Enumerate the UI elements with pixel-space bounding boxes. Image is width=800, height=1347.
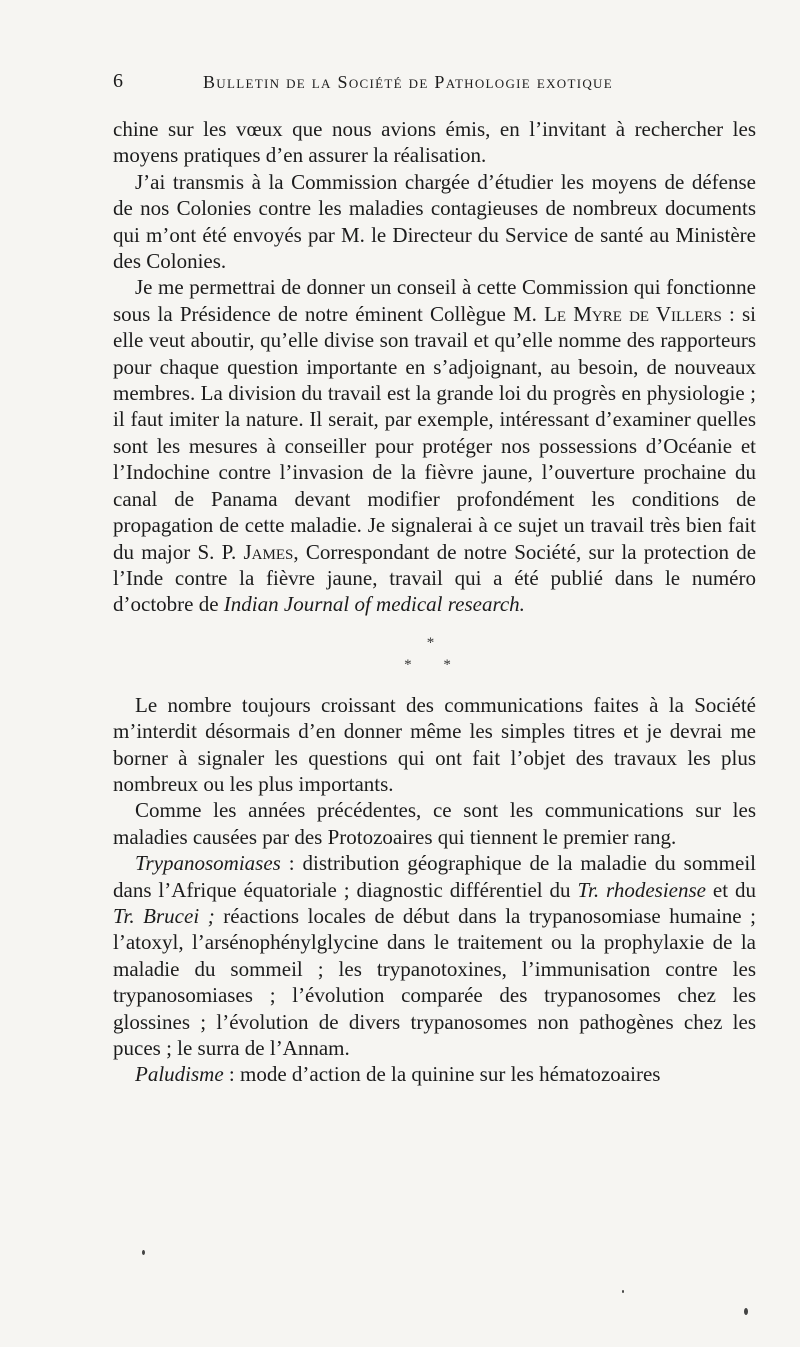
- paragraph-6-part-b: et du: [712, 877, 757, 902]
- paragraph-3: [113, 274, 756, 617]
- body-text: [113, 116, 756, 1088]
- person-name-james: James,: [243, 539, 299, 564]
- running-title: Bulletin de la Société de Pathologie exotique: [203, 72, 613, 92]
- paper-speck: [744, 1308, 748, 1315]
- heading-paludisme: Paludisme: [135, 1062, 224, 1087]
- paragraph-6-part-c: réactions locales de début dans la trypanosomiase humaine ; l’atoxyl, l’arsénophénylglycine dans le traitement ou la prophylaxie de la maladie du sommeil ; les trypanotoxines, l’immunisation contre les trypanosomiases ; l’évolution comparée des trypanosomes chez les glossines ; l’évolution de divers trypanosomes non pathogènes chez les puces ; le surra de l’Annam.: [113, 903, 756, 1060]
- paragraph-3-part-a: Je me permettrai de donner un conseil à cette Commission qui fonctionne sous la Présidence de notre éminent Collègue M.: [113, 275, 756, 326]
- paper-speck: [622, 1290, 624, 1293]
- section-asterism: [113, 632, 756, 676]
- page-header: [113, 70, 683, 100]
- asterism-bottom: * *: [404, 656, 465, 673]
- person-name-le-myre-de-villers: Le Myre de Villers: [544, 301, 722, 326]
- paragraph-1: chine sur les vœux que nous avions émis, en l’invitant à rechercher les moyens pratiques d’en assurer la réalisation.: [113, 117, 756, 168]
- paragraph-4: Le nombre toujours croissant des communications faites à la Société m’interdit désormais d’en donner même les simples titres et je devrai me borner à signaler les questions qui ont fait l’objet des travaux les plus nombreux ou les plus importants.: [113, 692, 756, 796]
- paragraph-5: Comme les années précédentes, ce sont les communications sur les maladies causées par des Protozoaires qui tiennent le premier rang.: [113, 798, 756, 849]
- page-number: 6: [113, 70, 123, 92]
- paragraph-3-part-c: Correspondant de notre Société, sur la protection de l’Inde contre la fièvre jaune, travail qui a été publié dans le numéro d’octobre de: [113, 539, 757, 617]
- paragraph-3-part-b: : si elle veut aboutir, qu’elle divise son travail et qu’elle nomme des rapporteurs pour chaque question importante en s’adjoignant, au besoin, de nouveaux membres. La division du travail est la grande loi du progrès en physiologie ; il faut imiter la nature. Il serait, par exemple, intéressant d’examiner quelles sont les mesures à conseiller pour protéger nos possessions d’Océanie et l’Indochine contre l’invasion de la fièvre jaune, l’ouverture prochaine du canal de Panama devant modifier profondément les conditions de propagation de cette maladie. Je signalerai à ce sujet un travail très bien fait du major S. P.: [113, 301, 757, 564]
- paragraph-2: J’ai transmis à la Commission chargée d’étudier les moyens de défense de nos Colonies contre les maladies contagieuses de nombreux documents qui m’ont été envoyés par M. le Directeur du Service de santé au Ministère des Colonies.: [113, 169, 756, 274]
- paragraph-7: [113, 1061, 756, 1087]
- paper-speck: [142, 1250, 145, 1255]
- species-tr-rhodesiense: Tr. rhodesiense: [577, 877, 706, 902]
- asterism-top: *: [426, 634, 435, 651]
- heading-trypanosomiases: Trypanosomiases: [135, 851, 281, 876]
- paragraph-7-part-a: : mode d’action de la quinine sur les hématozoaires: [228, 1062, 661, 1087]
- paragraph-6-part-a: : distribution géographique de la maladie du sommeil dans l’Afrique équatoriale ; diagnostic différentiel du: [113, 851, 756, 902]
- species-tr-brucei: Tr. Brucei ;: [113, 903, 215, 928]
- journal-title: Indian Journal of medical research.: [223, 592, 525, 617]
- paragraph-6: [113, 850, 756, 1061]
